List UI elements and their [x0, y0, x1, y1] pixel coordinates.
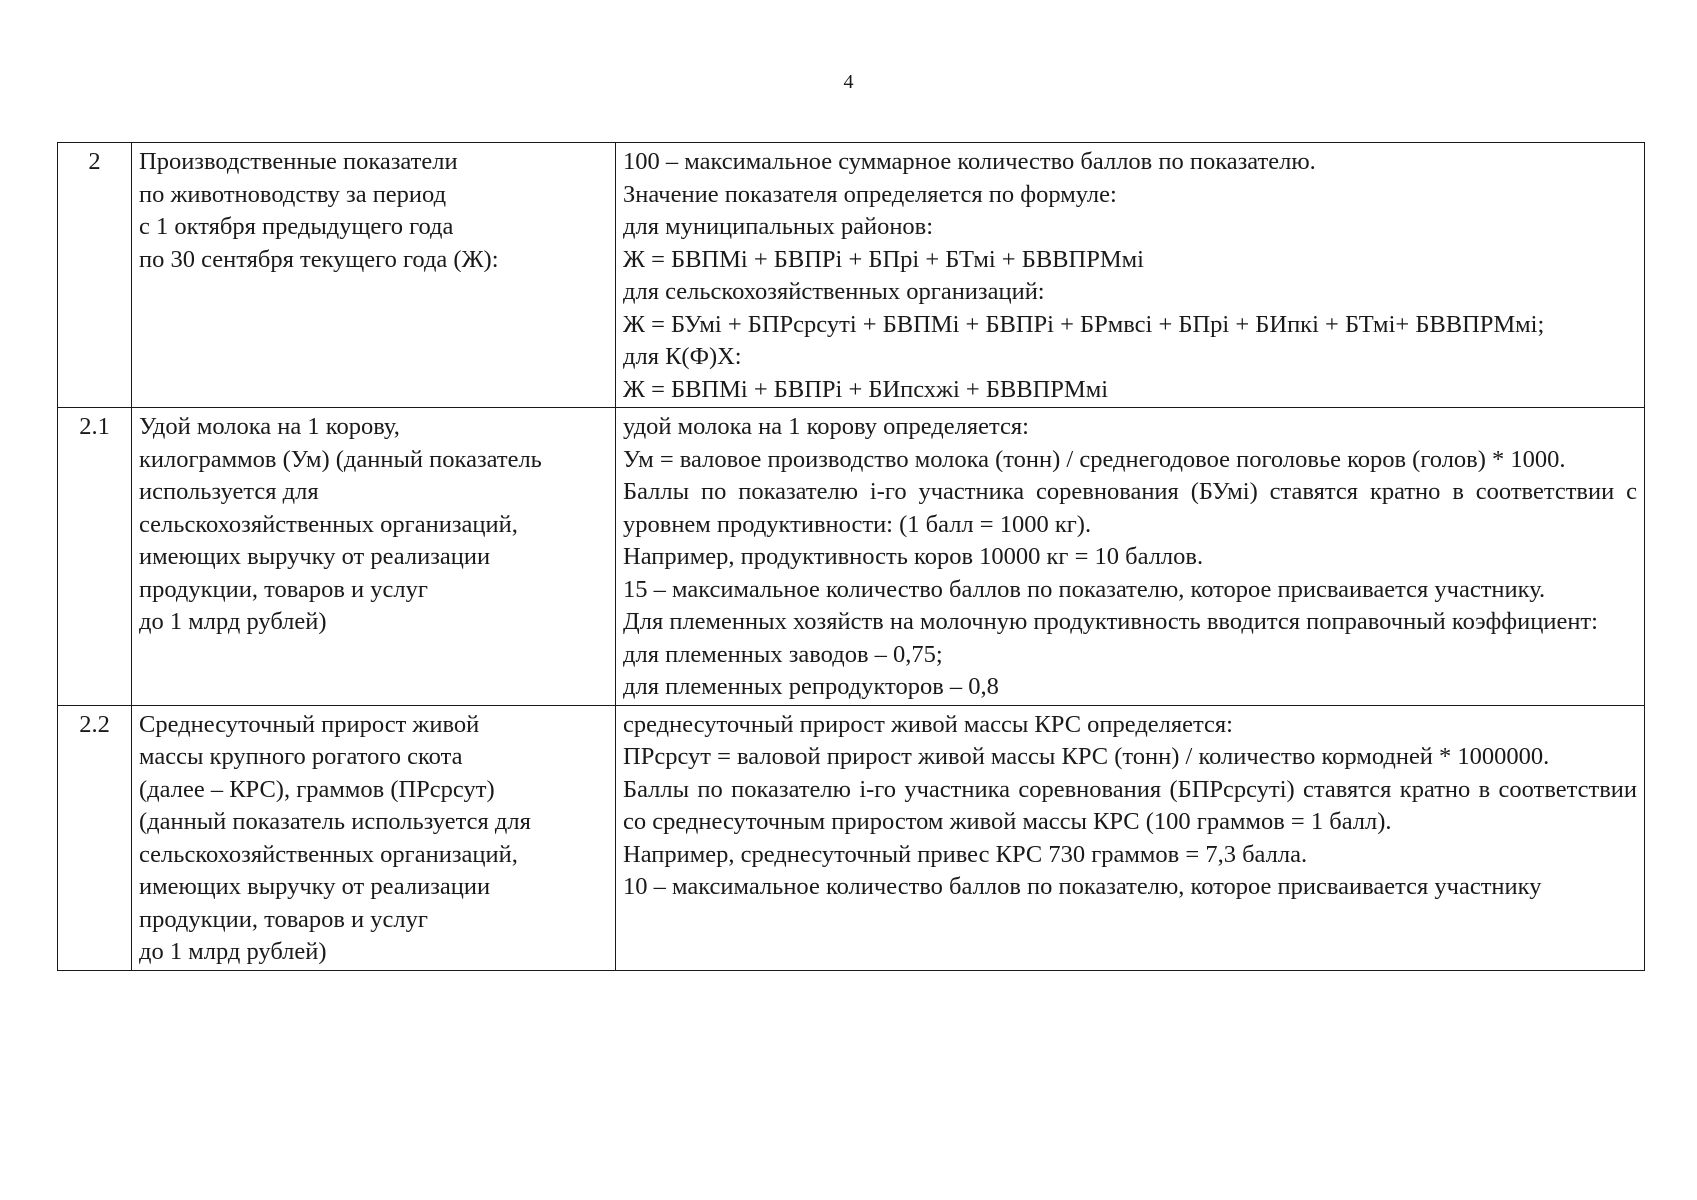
indicator-name-line: используется для [139, 478, 319, 505]
indicator-description [616, 705, 1645, 970]
table-row [58, 143, 1645, 408]
description-paragraph: для К(Ф)Х: [623, 343, 742, 370]
indicator-name-line: массы крупного рогатого скота [139, 743, 463, 770]
indicator-name-line: с 1 октября предыдущего года [139, 213, 454, 240]
indicator-name [132, 705, 616, 970]
indicator-name-line: сельскохозяйственных организаций, [139, 510, 518, 538]
description-paragraph: Например, продуктивность коров 10000 кг = 10 баллов. [623, 543, 1204, 570]
indicator-description [616, 408, 1645, 706]
indicator-name-line: сельскохозяйственных организаций, [139, 840, 518, 868]
formula: Ум = валовое производство молока (тонн) / среднегодовое поголовье коров (голов) * 1000. [623, 445, 1566, 473]
indicator-name-line: продукции, товаров и услуг [139, 905, 428, 933]
indicator-name-line: Среднесуточный прирост живой [139, 710, 480, 738]
indicator-name-line: до 1 млрд рублей) [139, 938, 327, 965]
description-paragraph: среднесуточный прирост живой массы КРС определяется: [623, 710, 1233, 738]
table-row [58, 705, 1645, 970]
row-number: 2 [58, 143, 132, 408]
description-paragraph: Для племенных хозяйств на молочную продуктивность вводится поправочный коэффициент: [623, 608, 1598, 635]
indicator-name-line: (данный показатель используется для [139, 808, 531, 835]
indicator-name [132, 408, 616, 706]
formula: Ж = БВПМi + БВПРi + БИпсхжi + БВВПРМмi [623, 375, 1109, 403]
indicator-name-line: имеющих выручку от реализации [139, 873, 491, 900]
formula: Ж = БВПМi + БВПРi + БПрi + БТмi + БВВПРМмi [623, 245, 1144, 273]
row-number: 2.2 [58, 705, 132, 970]
indicator-name-line: (далее – КРС), граммов (ПРсрсут) [139, 775, 495, 803]
description-paragraph: Значение показателя определяется по формуле: [623, 180, 1117, 208]
description-paragraph: для племенных заводов – 0,75; [623, 640, 943, 668]
description-paragraph: Например, среднесуточный привес КРС 730 граммов = 7,3 балла. [623, 840, 1308, 868]
indicator-name-line: Производственные показатели [139, 148, 458, 175]
description-paragraph: 15 – максимальное количество баллов по показателю, которое присваивается участнику. [623, 575, 1546, 603]
indicator-name [132, 143, 616, 408]
indicator-name-line: Удой молока на 1 корову, [139, 413, 400, 440]
indicator-name-line: до 1 млрд рублей) [139, 608, 327, 635]
formula: ПРсрсут = валовой прирост живой массы КРС (тонн) / количество кормодней * 1000000. [623, 743, 1550, 770]
table-row [58, 408, 1645, 706]
indicator-name-line: продукции, товаров и услуг [139, 575, 428, 603]
indicator-name-line: имеющих выручку от реализации [139, 543, 491, 570]
description-paragraph: 10 – максимальное количество баллов по показателю, которое присваивается участнику [623, 873, 1542, 900]
description-paragraph: для сельскохозяйственных организаций: [623, 278, 1045, 305]
description-paragraph: для племенных репродукторов – 0,8 [623, 673, 999, 700]
indicator-name-line: по 30 сентября текущего года (Ж): [139, 245, 499, 273]
description-paragraph: для муниципальных районов: [623, 213, 934, 240]
indicator-description [616, 143, 1645, 408]
indicator-name-line: по животноводству за период [139, 180, 447, 208]
indicator-name-line: килограммов (Ум) (данный показатель [139, 445, 542, 473]
row-number: 2.1 [58, 408, 132, 706]
description-paragraph: удой молока на 1 корову определяется: [623, 413, 1029, 440]
description-paragraph: 100 – максимальное суммарное количество баллов по показателю. [623, 148, 1316, 175]
description-paragraph: Баллы по показателю i-го участника соревнования (БПРсрсутi) ставятся кратно в соответствии со среднесуточным приростом живой массы КРС (100 граммов = 1 балл). [623, 775, 1637, 835]
description-paragraph: Баллы по показателю i-го участника соревнования (БУмi) ставятся кратно в соответствии с уровнем продуктивности: (1 балл = 1000 кг). [623, 478, 1637, 538]
page-number: 4 [843, 71, 854, 93]
criteria-table [57, 142, 1645, 971]
formula: Ж = БУмi + БПРсрсутi + БВПМi + БВПРi + БРмвсi + БПрi + БИпкi + БТмi+ БВВПРМмi; [623, 310, 1545, 338]
